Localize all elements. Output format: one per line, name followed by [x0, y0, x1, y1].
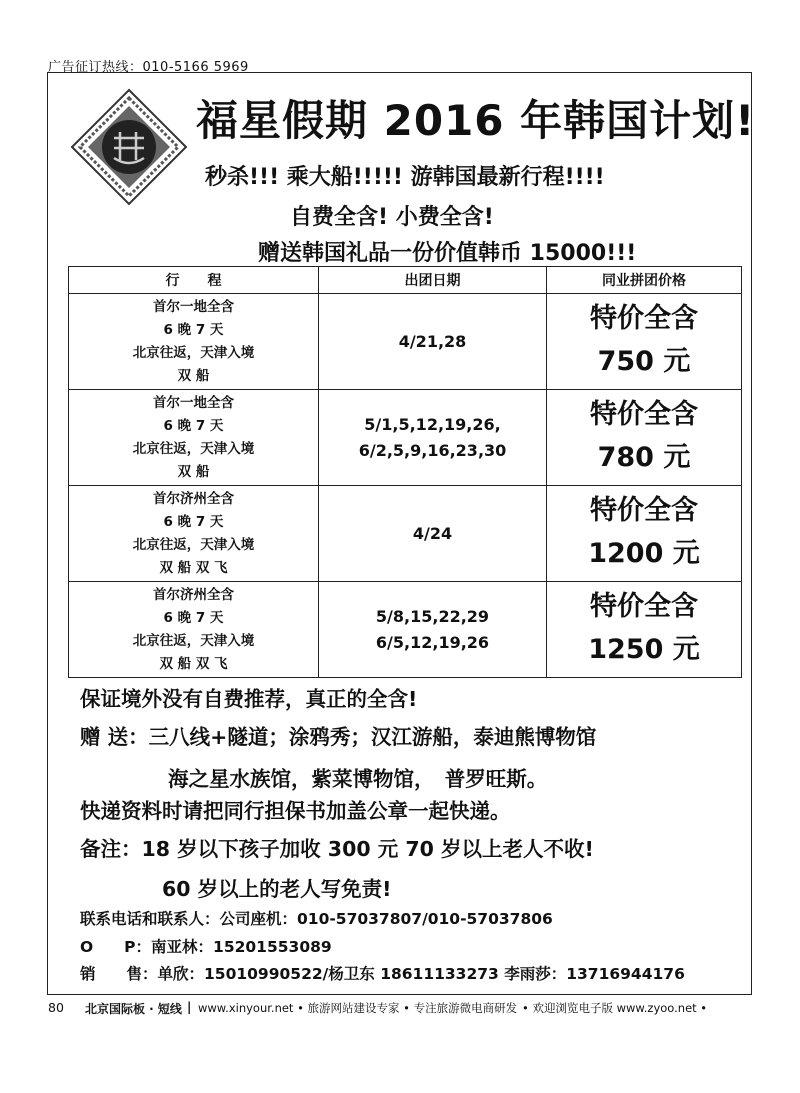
route-line: 首尔一地全含 [153, 298, 234, 315]
publication-name: 北京国际板 · 短线 [85, 1002, 182, 1016]
table-row [69, 582, 742, 678]
price-label: 特价全含 [590, 590, 698, 622]
price-value: 750 元 [597, 345, 691, 377]
route-line: 双 船 [177, 463, 210, 480]
contact-line-sales: 销 售：单欣：15010990522/杨卫东 18611133273 李雨莎：13716944176 [80, 965, 685, 983]
route-line: 北京往返，天津入境 [132, 440, 255, 457]
dates-cell [319, 582, 547, 678]
route-cell [69, 294, 319, 390]
route-line: 北京往返，天津入境 [132, 632, 255, 649]
page-number: 80 [48, 1000, 64, 1015]
date-line: 4/24 [412, 523, 453, 543]
route-line: 首尔济州全含 [153, 490, 234, 507]
footer-site-text: www.xinyour.net • 旅游网站建设专家 • 专注旅游微电商研发 [198, 1001, 518, 1015]
contact-line-op: O P：南亚林：15201553089 [80, 938, 332, 956]
slogan-3: 赠送韩国礼品一份价值韩币 15000!!! [258, 241, 637, 266]
price-cell [547, 390, 742, 486]
footer-right-text: • 欢迎浏览电子版 www.zyoo.net • [522, 1001, 708, 1015]
header-route: 行 程 [69, 267, 319, 294]
table-row [69, 486, 742, 582]
price-label: 特价全含 [590, 302, 698, 334]
guarantee-note: 保证境外没有自费推荐，真正的全含! [80, 687, 418, 711]
route-line: 北京往返，天津入境 [132, 536, 255, 553]
price-cell [547, 486, 742, 582]
price-value: 1200 元 [588, 537, 700, 569]
footer-separator: | [187, 1000, 192, 1014]
route-cell [69, 390, 319, 486]
price-cell [547, 294, 742, 390]
express-note: 快递资料时请把同行担保书加盖公章一起快递。 [80, 799, 511, 823]
table-row [69, 294, 742, 390]
route-line: 双 船 双 飞 [159, 559, 228, 576]
slogan-1: 秒杀!!! 乘大船!!!!! 游韩国最新行程!!!! [205, 165, 605, 190]
table-header-row [69, 267, 742, 294]
header-dates: 出团日期 [319, 267, 547, 294]
price-label: 特价全含 [590, 494, 698, 526]
date-line: 5/8,15,22,29 [375, 606, 490, 626]
date-line: 6/5,12,19,26 [375, 632, 490, 652]
slogan-2: 自费全含! 小费全含! [290, 205, 494, 230]
date-line: 4/21,28 [398, 331, 467, 351]
route-line: 首尔济州全含 [153, 586, 234, 603]
ad-hotline: 广告征订热线：010-5166 5969 [48, 60, 249, 75]
price-value: 1250 元 [588, 633, 700, 665]
route-line: 双 船 [177, 367, 210, 384]
date-line: 5/1,5,12,19,26, [364, 414, 501, 434]
company-logo-icon [70, 88, 188, 206]
route-line: 首尔一地全含 [153, 394, 234, 411]
route-line: 6 晚 7 天 [163, 321, 224, 338]
price-cell [547, 582, 742, 678]
route-line: 双 船 双 飞 [159, 655, 228, 672]
price-label: 特价全含 [590, 398, 698, 430]
table-row [69, 390, 742, 486]
route-line: 6 晚 7 天 [163, 417, 224, 434]
route-cell [69, 582, 319, 678]
remark-line-1: 备注：18 岁以下孩子加收 300 元 70 岁以上老人不收! [80, 837, 594, 861]
route-line: 6 晚 7 天 [163, 513, 224, 530]
dates-cell [319, 390, 547, 486]
dates-cell [319, 486, 547, 582]
route-cell [69, 486, 319, 582]
route-line: 北京往返，天津入境 [132, 344, 255, 361]
route-line: 6 晚 7 天 [163, 609, 224, 626]
gift-line-2: 海之星水族馆，紫菜博物馆， 普罗旺斯。 [168, 767, 548, 791]
date-line: 6/2,5,9,16,23,30 [358, 440, 507, 460]
gift-line-1: 赠 送：三八线+隧道；涂鸦秀；汉江游船，泰迪熊博物馆 [80, 725, 597, 749]
dates-cell [319, 294, 547, 390]
page-title: 福星假期 2016 年韩国计划! [196, 96, 756, 145]
remark-line-2: 60 岁以上的老人写免责! [162, 877, 392, 901]
price-value: 780 元 [597, 441, 691, 473]
itinerary-table [68, 266, 742, 678]
header-price: 同业拼团价格 [547, 267, 742, 294]
contact-line-company: 联系电话和联系人：公司座机：010-57037807/010-57037806 [80, 910, 553, 928]
